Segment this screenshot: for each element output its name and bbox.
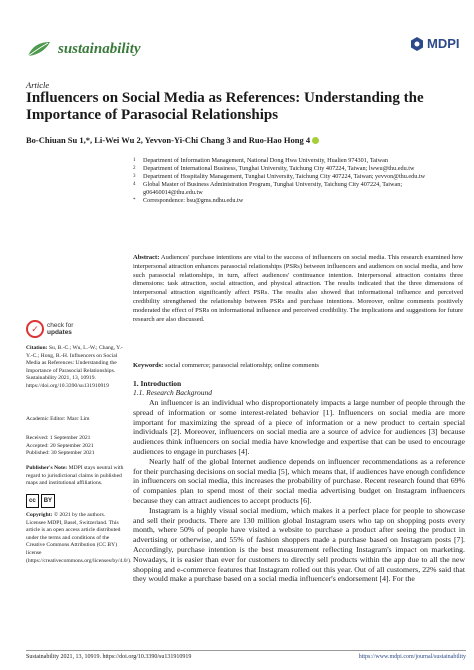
dates-block [26, 435, 124, 458]
affiliation-text: Department of Hospitality Management, Tunghai University, Taichung City 407224, Taiwan; yevvon@thu.edu.tw [143, 173, 426, 180]
citation-label: Citation: [26, 345, 48, 351]
affiliation-number: 4 [133, 182, 136, 187]
abstract-text: Audiences' purchase intentions are vital to the success of influencers on social media. This research examined how interpersonal attraction enhances parasocial relationships (PSRs) between influencers and audiences on social media, and how such parasocial relationships, in turn, affect audiences' continuance intention. Interpersonal attraction contains three dimensions: task attraction, social attraction, and physical attraction. The results indicated that the three dimensions of interpersonal attraction significantly affect PSRs. The results also showed that informational influence and perceived credibility strengthened the relationship between PSRs and purchase intentions. Moreover, online comments positively moderated the effect of PSRs on informational influence and perceived credibility. The implications and suggestions for future research are also discussed. [133, 254, 463, 323]
received-date: Received: 1 September 2021 [26, 435, 91, 441]
copyright-text: © 2021 by the authors. Licensee MDPI, Basel, Switzerland. This article is an open access article distributed under the terms and conditions of the Creative Commons Attribution (CC BY) license (https://creativecommons.org/licenses/by/4.0/). [26, 512, 132, 564]
correspondence-text: Correspondence: bsu@gms.ndhu.edu.tw [143, 197, 244, 204]
citation-text: Su, B.-C.; Wu, L.-W.; Chang, Y.-Y.-C.; Hong, R.-H. Influencers on Social Media as References: Understanding the Importance of Parasocial Relationships. Sustainability 2021, 13, 10919. https://doi.org/10.3390/su131910919 [26, 345, 123, 389]
check-updates-line: check for [47, 322, 74, 329]
cc-license-badge[interactable] [26, 494, 55, 508]
mdpi-logo-icon [410, 37, 424, 51]
citation-block [26, 345, 124, 391]
keywords-label: Keywords: [133, 362, 164, 369]
publisher-name: MDPI [427, 36, 460, 51]
check-updates-label [47, 322, 73, 336]
copyright-label: Copyright: [26, 512, 53, 518]
publishers-note-text: MDPI stays neutral with regard to jurisdictional claims in published maps and institutional affiliations. [26, 465, 124, 487]
affiliation-number: 1 [133, 158, 136, 163]
orcid-icon[interactable] [312, 137, 319, 144]
keywords [133, 362, 463, 371]
copyright-block [26, 512, 132, 565]
footer-citation: Sustainability 2021, 13, 10919. https://doi.org/10.3390/su131910919 [26, 654, 192, 660]
affiliation [133, 165, 463, 173]
affiliation-number: 3 [133, 174, 136, 179]
by-icon: BY [41, 494, 55, 508]
abstract [133, 254, 463, 324]
cc-icon: cc [26, 494, 39, 508]
abstract-label: Abstract: [133, 254, 160, 261]
subsection-heading: 1.1. Research Background [133, 388, 213, 397]
journal-name: sustainability [58, 40, 141, 57]
authors-text: Bo-Chiuan Su 1,*, Li-Wei Wu 2, Yevvon-Yi-Chi Chang 3 and Ruo-Hao Hong 4 [26, 135, 311, 145]
academic-editor: Academic Editor: Marc Lim [26, 416, 90, 422]
affiliation [133, 157, 463, 165]
affiliation-number: 2 [133, 166, 136, 171]
affiliation-text: Department of International Business, Tunghai University, Taichung City 407224, Taiwan; lwwu@thu.edu.tw [143, 165, 415, 172]
leaf-logo-icon [26, 40, 52, 58]
journal-link[interactable]: https://www.mdpi.com/journal/sustainability [358, 654, 466, 660]
check-updates-icon: ✓ [26, 320, 44, 338]
affiliation [133, 173, 463, 181]
paragraph: Instagram is a highly visual social medium, which makes it a perfect place for people to showcase and sell their products. There are 130 million global Instagram users who tap on shopping posts every month, where 50% of people have visited a website to purchase a product after seeing the product in advertising or otherwise, and 55% of fashion shoppers made a purchase based on Instagram posts [7]. Accordingly, purchase intention is the best measurement reflecting Instagram's impact on marketing. Nowadays, it is easier than ever for customers to directly sell products within the app due to all the new shopping and e-commerce features that Instagram rolled out this year. Out of all customers, 22% said that they would make a purchase based on a social media influencer's endorsement [4]. For the [133, 505, 465, 584]
article-type: Article [26, 80, 50, 90]
published-date: Published: 30 September 2021 [26, 450, 95, 457]
affiliation-text: Department of Information Management, National Dong Hwa University, Hualien 974301, Taiwan [143, 157, 388, 164]
journal-header [26, 40, 141, 58]
page-footer [26, 654, 466, 660]
publishers-note-label: Publisher's Note: [26, 465, 68, 471]
check-updates-line: updates [47, 329, 72, 336]
check-for-updates-button[interactable] [26, 320, 73, 338]
author-list [26, 135, 466, 145]
publisher-logo [410, 36, 460, 51]
affiliation-number: * [133, 198, 136, 203]
correspondence [133, 197, 463, 205]
section-heading: 1. Introduction [133, 379, 182, 388]
paragraph: An influencer is an individual who disproportionately impacts a large number of people through the spread of information or some interest-related behavior [1]. Influencers on social media are more important for maximizing the spread of a piece of information or a new product to certain special individuals [2]. Moreover, influencers on social media are a source of advice for audiences [3] because audiences think influencers on social media have knowledge and expertise that can be used to encourage audiences to engage in purchases [4]. [133, 398, 465, 456]
affiliations [133, 157, 463, 205]
paragraph: Nearly half of the global Internet audience depends on influencer recommendations as a reference for their purchasing decisions on social media [5], which means that, if audiences have enough confidence in influencers on social media, this increases the probability of purchase. Recent research found that 69% of companies plan to spend most of their social media advertising budget on Instagram influencers because they can attract audiences to accept products [6]. [133, 456, 465, 505]
accepted-date: Accepted: 20 September 2021 [26, 442, 94, 449]
article-title: Influencers on Social Media as References: Understanding the Importance of Parasocial Relationships [26, 90, 424, 123]
keywords-text: social commerce; parasocial relationship; online comments [164, 362, 319, 369]
body-text [133, 398, 465, 584]
affiliation [133, 181, 463, 197]
publishers-note [26, 465, 124, 488]
footer-divider [26, 650, 466, 651]
affiliation-text: Global Master of Business Administration Program, Tunghai University, Taichung City 407224, Taiwan; g06460014@thu.edu.tw [143, 181, 403, 196]
